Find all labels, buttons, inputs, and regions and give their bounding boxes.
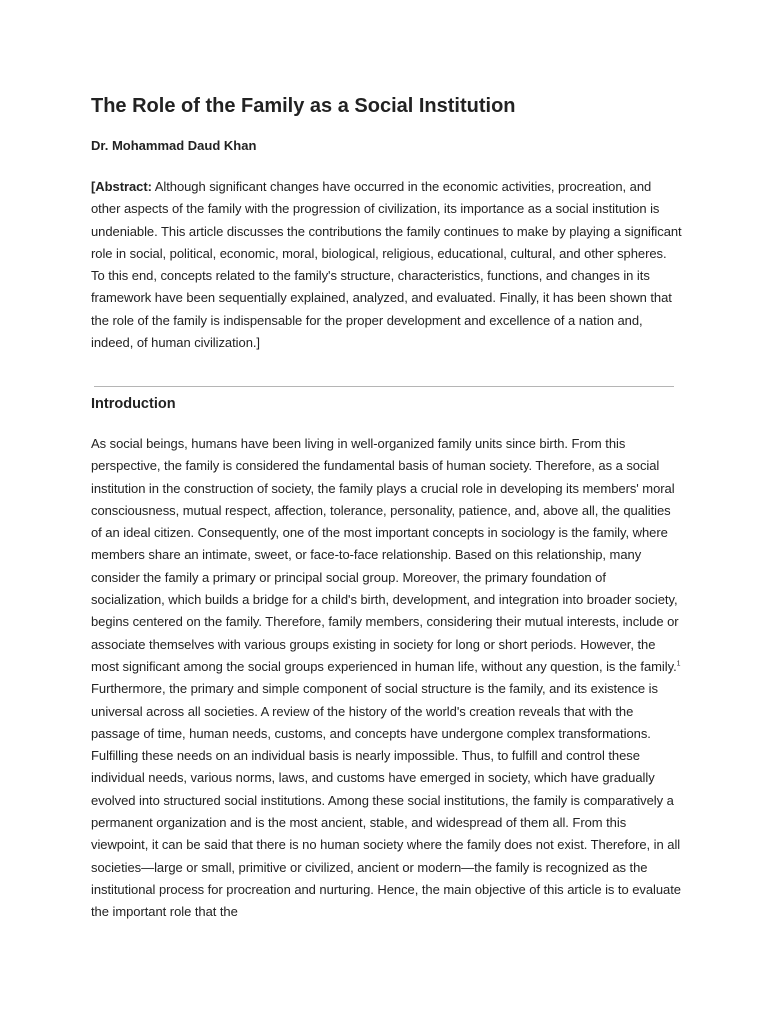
article-title: The Role of the Family as a Social Institution: [91, 95, 516, 117]
abstract-label: [91, 179, 152, 194]
introduction-paragraph: [91, 433, 683, 924]
article-author: Dr. Mohammad Daud Khan: [91, 138, 257, 153]
introduction-text-part-2: Furthermore, the primary and simple component of social structure is the family, and its existence is universal across all societies. A review of the history of the world's creation reveals that with the passage of time, human needs, customs, and concepts have undergone complex transformations. Fulfilling these needs on an individual basis is nearly impossible. Thus, to fulfill and control these individual needs, various norms, laws, and customs have emerged in society, which have gradually evolved into structured social institutions. Among these social institutions, the family is comparatively a permanent organization and is the most ancient, stable, and widespread of them all. From this viewpoint, it can be said that there is no human society where the family does not exist. Therefore, in all societies—large or small, primitive or civilized, ancient or modern—the family is recognized as the institutional process for procreation and nurturing. Hence, the main objective of this article is to evaluate the important role that the: [91, 681, 681, 920]
section-heading-introduction: Introduction: [91, 396, 176, 412]
abstract-open-bracket: [: [91, 179, 96, 194]
introduction-text-part-1: As social beings, humans have been living in well-organized family units since birth. From this perspective, the family is considered the fundamental basis of human society. Therefore, as a social institution in the construction of society, the family plays a crucial role in developing its members' moral consciousness, mutual respect, affection, tolerance, personality, patience, and, above all, the qualities of an ideal citizen. Consequently, one of the most important concepts in sociology is the family, where members share an intimate, sweet, or face-to-face relationship. Based on this relationship, many consider the family a primary or principal social group. Moreover, the primary foundation of socialization, which builds a bridge for a child's birth, development, and integration into broader society, begins centered on the family. Therefore, family members, considering their mutual interests, include or associate themselves with various groups existing in society for long or short periods. However, the most significant among the social groups experienced in human life, without any question, is the family.: [91, 436, 679, 674]
abstract-text: Although significant changes have occurred in the economic activities, procreation, and other aspects of the family with the progression of civilization, its importance as a social institution is undeniable. This article discusses the contributions the family continues to make by playing a significant role in social, political, economic, moral, biological, religious, educational, cultural, and other spheres. To this end, concepts related to the family's structure, characteristics, functions, and changes in its framework have been sequentially explained, analyzed, and evaluated. Finally, it has been shown that the role of the family is indispensable for the proper development and excellence of a nation and, indeed, of human civilization.]: [91, 179, 682, 351]
abstract-paragraph: [91, 176, 683, 354]
footnote-marker[interactable]: 1: [676, 660, 681, 668]
abstract-label-text: Abstract:: [95, 179, 152, 194]
section-divider: [94, 386, 674, 387]
